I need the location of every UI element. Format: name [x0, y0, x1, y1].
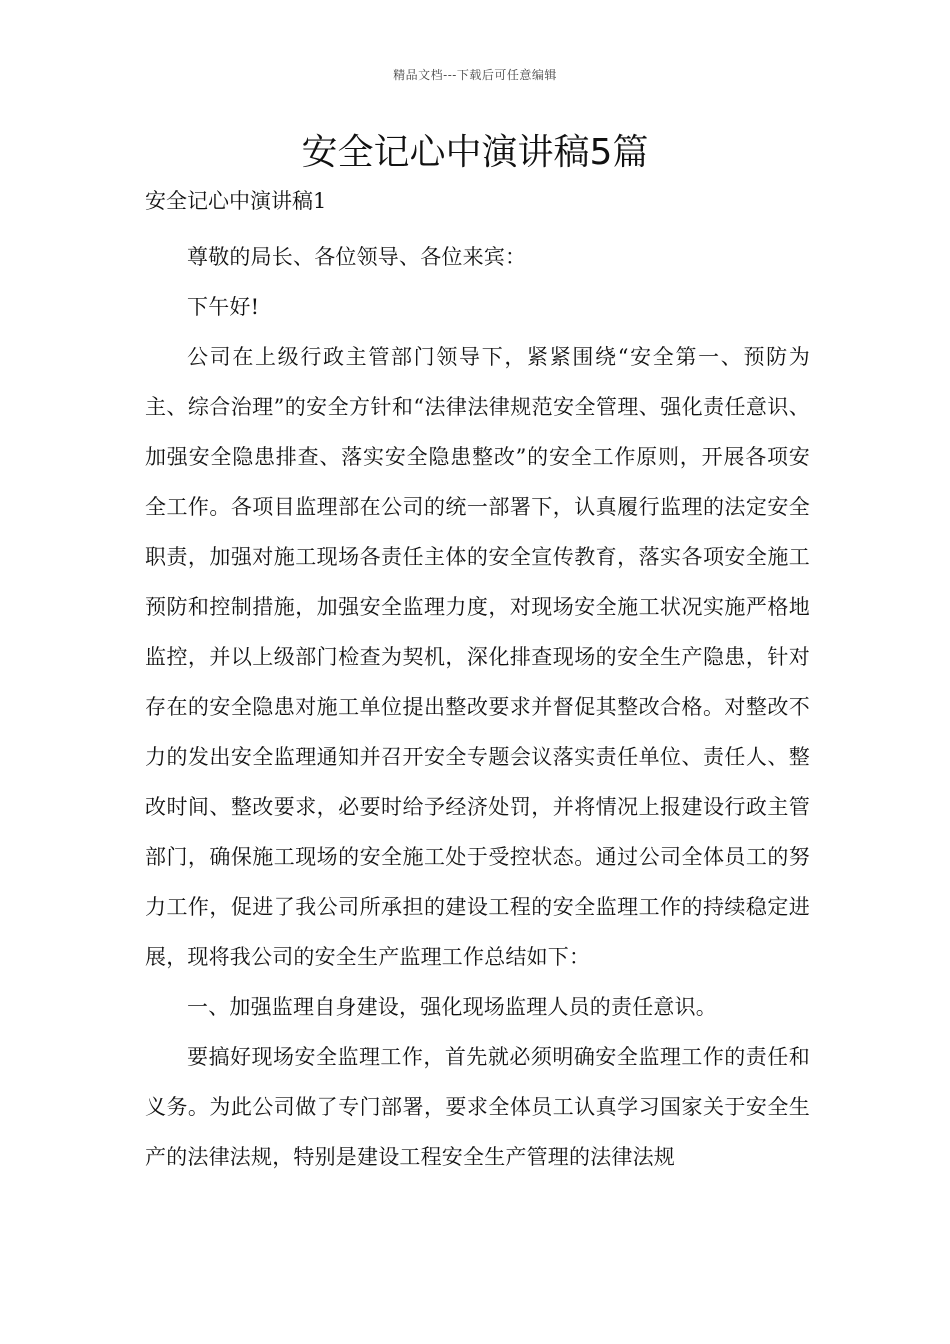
body-paragraph: 要搞好现场安全监理工作，首先就必须明确安全监理工作的责任和义务。为此公司做了专门部署，要求全体员工认真学习国家关于安全生产的法律法规，特别是建设工程安全生产管理的法律法规	[145, 1045, 810, 1169]
section-subtitle: 安全记心中演讲稿1	[145, 189, 327, 213]
document-body	[145, 182, 810, 1182]
document-title: 安全记心中演讲稿5篇	[301, 132, 649, 173]
section-heading-paragraph: 一、加强监理自身建设，强化现场监理人员的责任意识。	[187, 995, 717, 1019]
greeting-paragraph: 下午好!	[187, 295, 260, 319]
salutation-paragraph: 尊敬的局长、各位领导、各位来宾：	[187, 245, 527, 269]
header-note: 精品文档---下载后可任意编辑	[393, 68, 557, 82]
body-paragraph: 公司在上级行政主管部门领导下，紧紧围绕“安全第一、预防为主、综合治理”的安全方针和“法律法律规范安全管理、强化责任意识、加强安全隐患排查、落实安全隐患整改”的安全工作原则，开展各项安全工作。各项目监理部在公司的统一部署下，认真履行监理的法定安全职责，加强对施工现场各责任主体的安全宣传教育，落实各项安全施工预防和控制措施，加强安全监理力度，对现场安全施工状况实施严格地监控，并以上级部门检查为契机，深化排查现场的安全生产隐患，针对存在的安全隐患对施工单位提出整改要求并督促其整改合格。对整改不力的发出安全监理通知并召开安全专题会议落实责任单位、责任人、整改时间、整改要求，必要时给予经济处罚，并将情况上报建设行政主管部门，确保施工现场的安全施工处于受控状态。通过公司全体员工的努力工作，促进了我公司所承担的建设工程的安全监理工作的持续稳定进展，现将我公司的安全生产监理工作总结如下：	[145, 345, 810, 969]
